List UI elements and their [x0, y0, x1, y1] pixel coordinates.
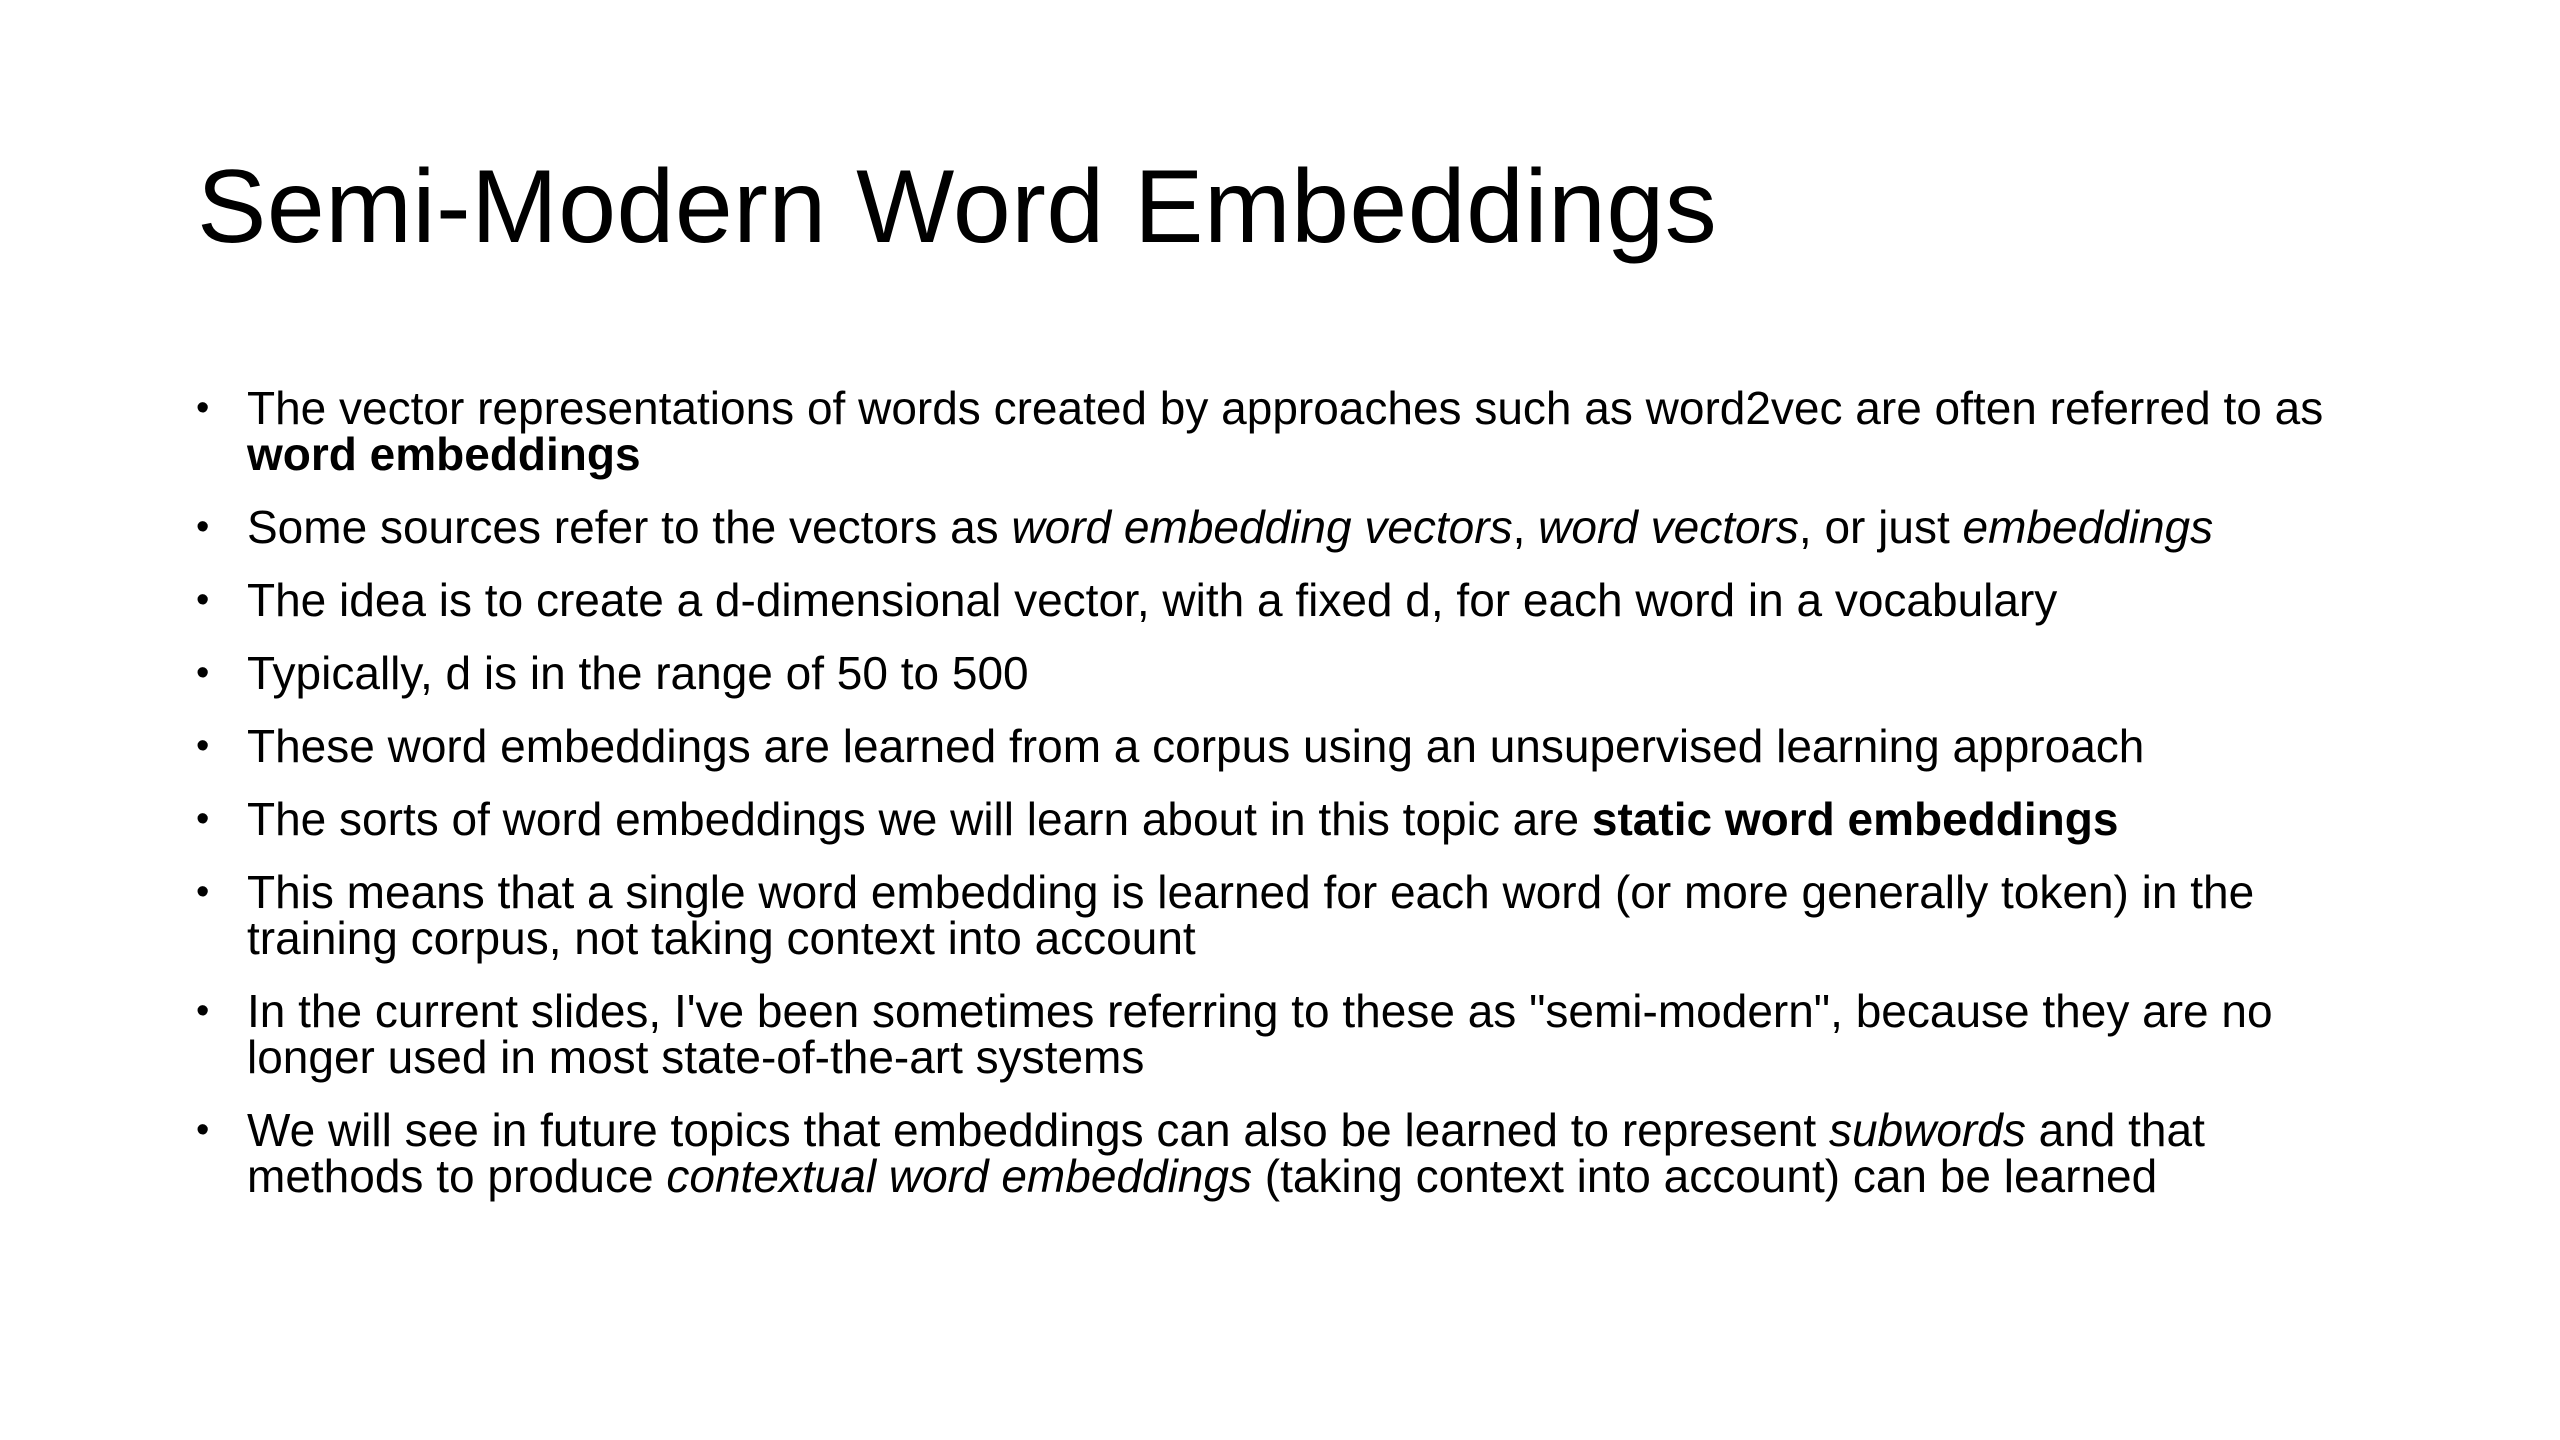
bullet-text-italic: embeddings	[1962, 501, 2214, 553]
bullet-text-italic: subwords	[1828, 1104, 2026, 1156]
bullet-text: Some sources refer to the vectors as	[247, 501, 1012, 553]
bullet-item	[190, 720, 2390, 772]
bullet-dot-icon: •	[196, 1109, 210, 1151]
bullet-item	[190, 866, 2390, 964]
bullet-item	[190, 574, 2390, 626]
bullet-text-italic: word vectors	[1538, 501, 1799, 553]
bullet-text: ,	[1512, 501, 1539, 553]
bullet-text: , or just	[1798, 501, 1963, 553]
bullet-item	[190, 382, 2390, 480]
bullet-dot-icon: •	[196, 506, 210, 548]
bullet-text: and that methods to produce	[247, 1104, 2205, 1202]
bullet-item	[190, 985, 2390, 1083]
bullet-text: Typically, d is in the range of 50 to 500	[247, 647, 1029, 699]
bullet-dot-icon: •	[196, 579, 210, 621]
bullet-dot-icon: •	[196, 871, 210, 913]
bullet-text: These word embeddings are learned from a corpus using an unsupervised learning approach	[247, 720, 2145, 772]
bullet-item	[190, 1104, 2390, 1202]
bullet-text: The vector representations of words created by approaches such as word2vec are often referred to as	[247, 382, 2324, 434]
bullet-text: We will see in future topics that embeddings can also be learned to represent	[247, 1104, 1829, 1156]
bullet-dot-icon: •	[196, 652, 210, 694]
bullet-text: The sorts of word embeddings we will learn about in this topic are	[247, 793, 1592, 845]
bullet-item	[190, 793, 2390, 845]
bullet-text-bold: static word embeddings	[1591, 793, 2119, 845]
bullet-text: This means that a single word embedding is learned for each word (or more generally token) in the training corpus, not taking context into account	[247, 866, 2255, 964]
bullet-text-italic: contextual word embeddings	[666, 1150, 1252, 1202]
bullet-item	[190, 501, 2390, 553]
bullet-text-italic: word embedding vectors	[1011, 501, 1513, 553]
slide-title: Semi-Modern Word Embeddings	[197, 149, 1718, 265]
bullet-text: The idea is to create a d-dimensional vector, with a fixed d, for each word in a vocabulary	[247, 574, 2058, 626]
bullet-text-bold: word embeddings	[247, 428, 641, 480]
bullet-dot-icon: •	[196, 798, 210, 840]
bullet-dot-icon: •	[196, 990, 210, 1032]
bullet-text: In the current slides, I've been sometimes referring to these as "semi-modern", because they are no longer used in most state-of-the-art systems	[247, 985, 2273, 1083]
bullet-text: (taking context into account) can be learned	[1251, 1150, 2158, 1202]
bullet-list	[190, 382, 2390, 1226]
bullet-dot-icon: •	[196, 725, 210, 767]
bullet-dot-icon: •	[196, 387, 210, 429]
bullet-item	[190, 647, 2390, 699]
